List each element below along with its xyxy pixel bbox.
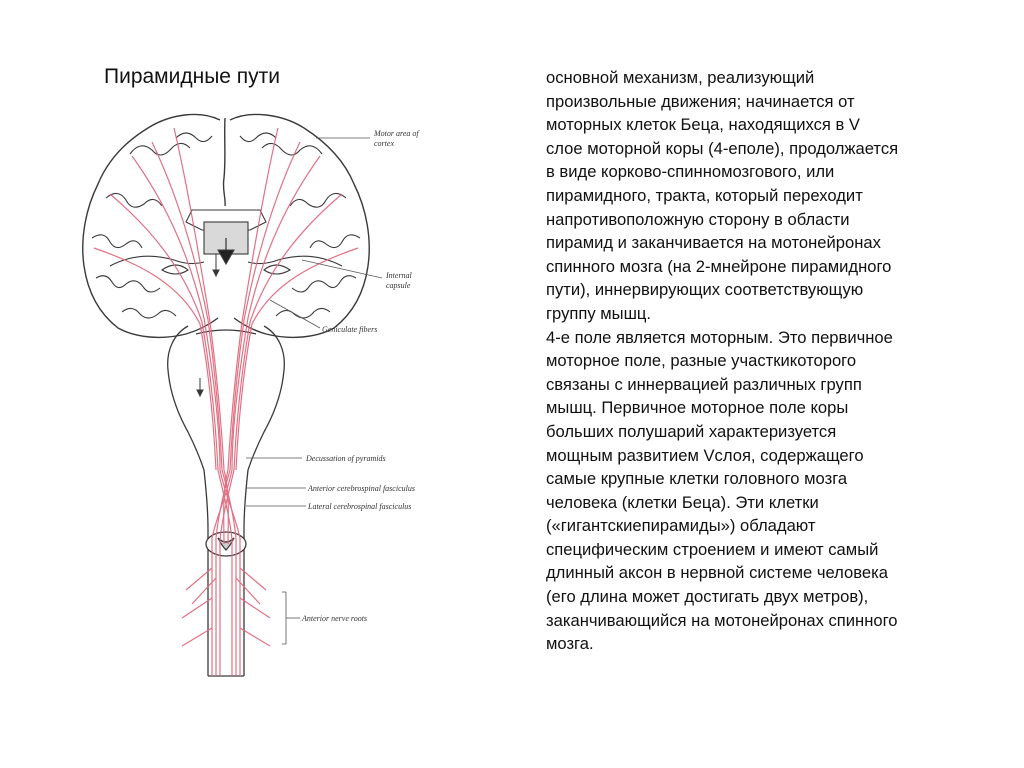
label-geniculate-fibers: Geniculate fibers [322, 325, 378, 334]
ventricles [162, 210, 290, 274]
brainstem [168, 326, 285, 530]
label-leaders [246, 138, 382, 644]
label-motor-area-line1: Motor area of [374, 129, 419, 138]
label-motor-area-line2: cortex [374, 139, 394, 148]
label-anterior-fasciculus: Anterior cerebrospinal fasciculus [308, 484, 415, 493]
paragraph-motor-field: 4-е поле является моторным. Это первичное моторное поле, разные участкикоторого связаны с иннервацией различных групп мышц. Первичное моторное поле коры больших полушарий характеризуется мощным развитием Vслоя, содержащего самые крупные клетки головного мозга человека (клетки Беца). Эти клетки («гигантскиепирамиды») обладают специфическим строением и имеют самый длинный аксон в нервной системе человека (его длина может достигать двух метров), заканчивающийся на мотонейронах спинного мозга. [546, 327, 898, 654]
paragraph-pyramidal-pathway: основной механизм, реализующий произвольные движения; начинается от моторных клеток Беца, находящихся в V слое моторной коры (4-еполе), продолжается в виде корково-спинномозгового, или пирамидного, тракта, который переходит напротивоположную сторону в области пирамид и заканчивается на мотонейронах спинного мозга (на 2-мнейроне пирамидного пути), иннервирующих соответствующую группу мышц. [546, 68, 899, 323]
label-internal-capsule-line1: Internal [386, 271, 412, 280]
label-lateral-fasciculus: Lateral cerebrospinal fasciculus [308, 502, 412, 511]
slide-title: Пирамидные пути [104, 65, 281, 88]
label-decussation: Decussation of pyramids [306, 454, 386, 463]
label-anterior-roots: Anterior nerve roots [302, 614, 368, 623]
label-internal-capsule-line2: capsule [386, 281, 411, 290]
pyramidal-tract-diagram [70, 98, 470, 683]
description-text [546, 66, 986, 656]
pyramidal-tract-illustration [70, 98, 470, 683]
